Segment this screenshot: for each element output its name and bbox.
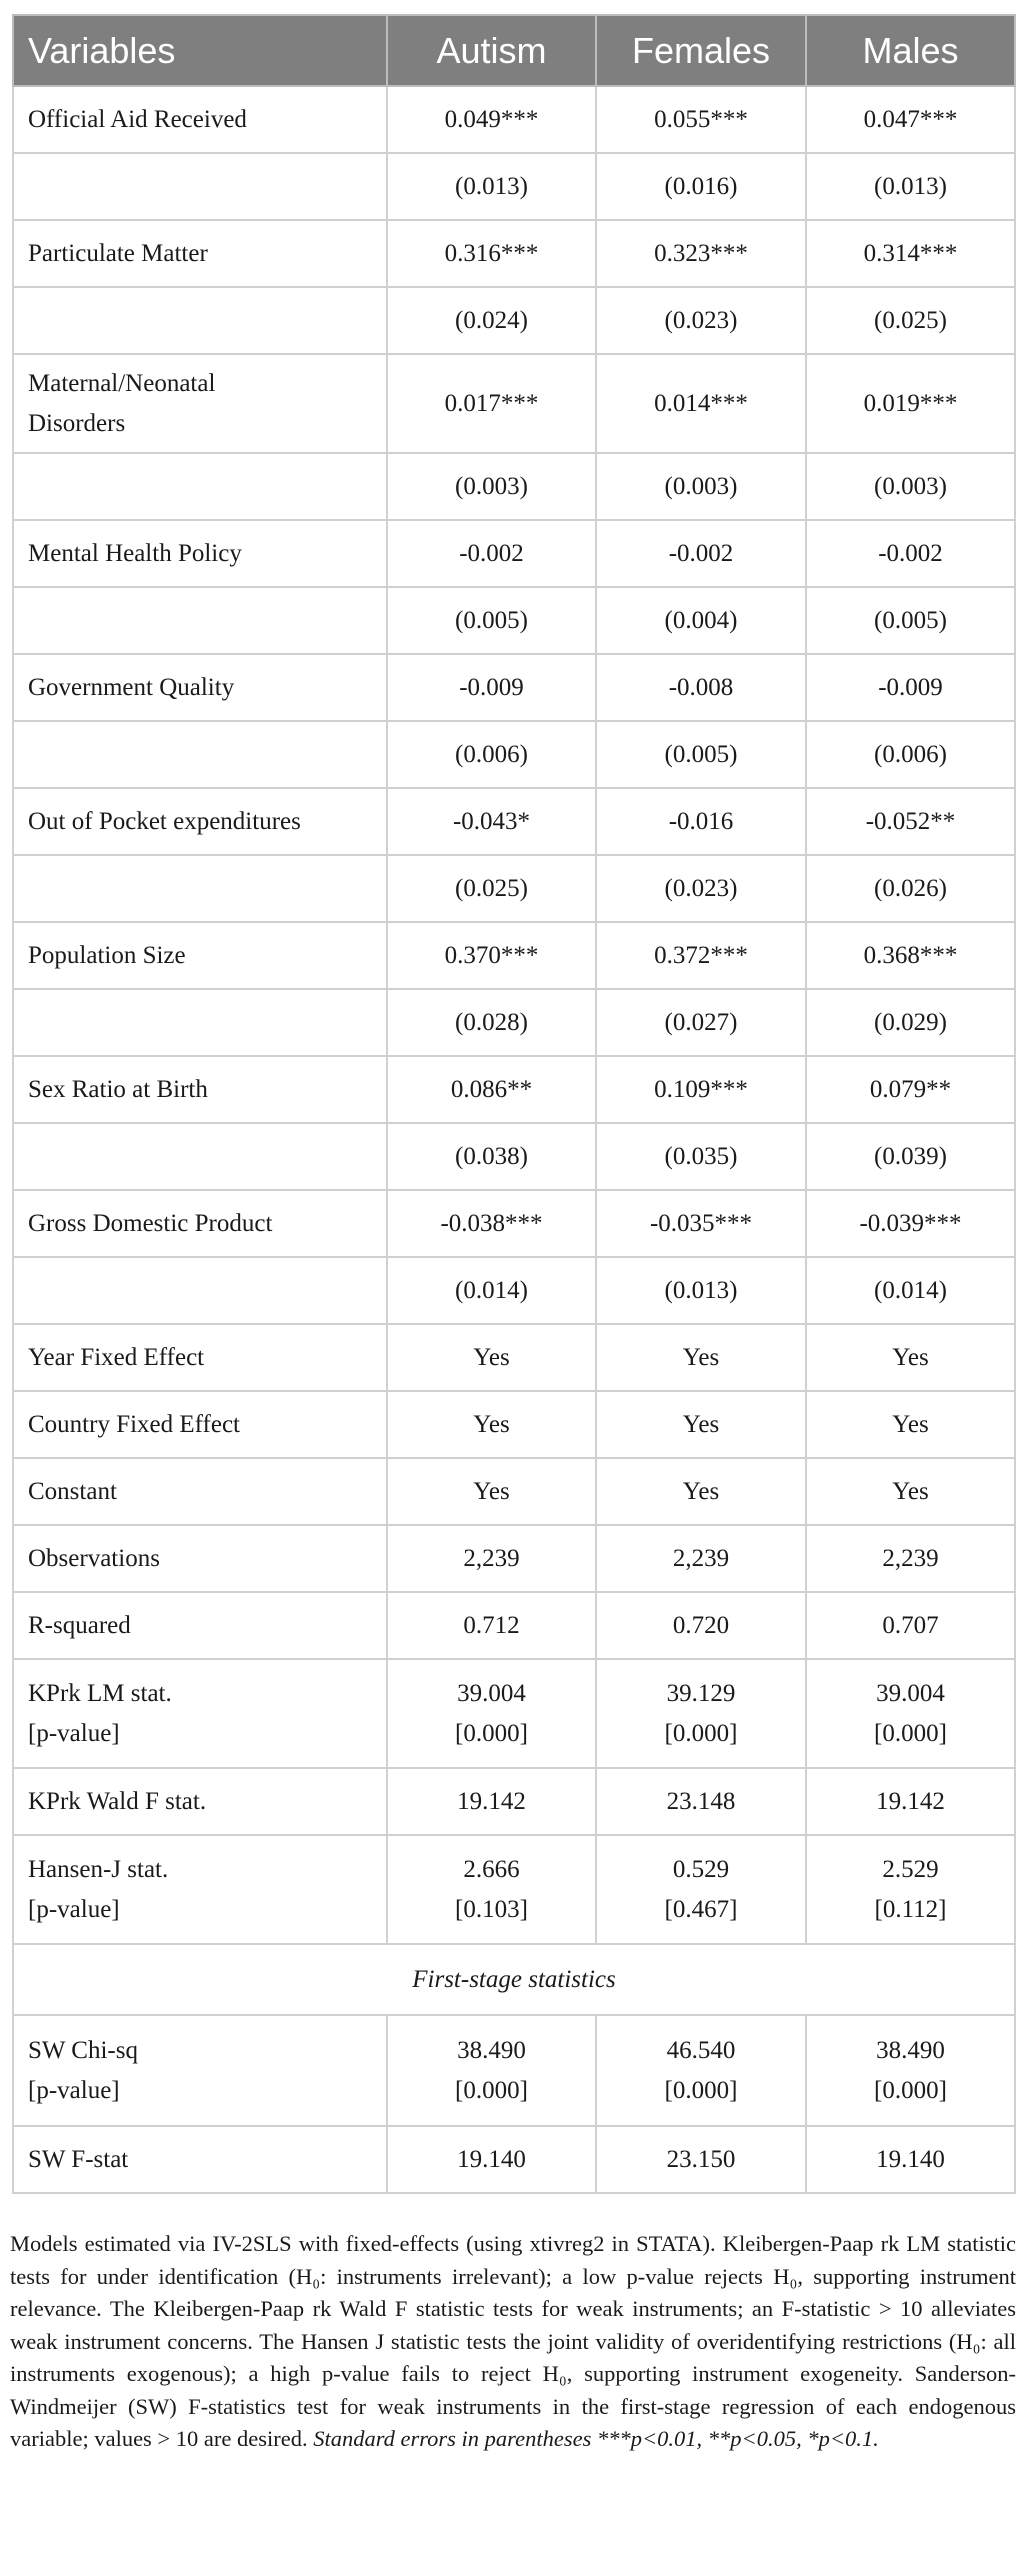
cell-males [806, 2015, 1015, 2126]
table-row [13, 989, 1015, 1056]
cell-value: 39.004 [876, 1679, 945, 1707]
cell-males: (0.005) [806, 587, 1015, 654]
table-row [13, 1324, 1015, 1391]
cell-autism: 19.140 [387, 2126, 596, 2193]
row-label: Country Fixed Effect [13, 1391, 387, 1458]
cell-autism: (0.025) [387, 855, 596, 922]
cell-females: 23.150 [596, 2126, 806, 2193]
cell-autism: (0.038) [387, 1123, 596, 1190]
table-row [13, 287, 1015, 354]
section-label: First-stage statistics [13, 1944, 1015, 2015]
row-label: KPrk Wald F stat. [13, 1768, 387, 1835]
cell-males: 0.019*** [806, 354, 1015, 453]
cell-autism: (0.006) [387, 721, 596, 788]
cell-value: 2.529 [882, 1855, 939, 1883]
cell-autism: (0.024) [387, 287, 596, 354]
table-header [13, 15, 1015, 86]
table-row [13, 1391, 1015, 1458]
cell-males: 19.140 [806, 2126, 1015, 2193]
cell-females: 0.372*** [596, 922, 806, 989]
cell-subvalue: [0.000] [455, 2076, 528, 2104]
cell-males: 0.707 [806, 1592, 1015, 1659]
cell-autism: (0.014) [387, 1257, 596, 1324]
cell-females: 0.055*** [596, 86, 806, 153]
cell-autism: Yes [387, 1391, 596, 1458]
cell-males: (0.026) [806, 855, 1015, 922]
cell-autism: (0.003) [387, 453, 596, 520]
table-row [13, 1659, 1015, 1768]
table-row [13, 855, 1015, 922]
cell-females: (0.013) [596, 1257, 806, 1324]
table-row [13, 1592, 1015, 1659]
cell-males: Yes [806, 1391, 1015, 1458]
cell-subvalue: [0.103] [455, 1895, 528, 1923]
cell-females: Yes [596, 1324, 806, 1391]
cell-autism [387, 1835, 596, 1944]
header-females: Females [596, 15, 806, 86]
cell-females: 0.323*** [596, 220, 806, 287]
table-row [13, 922, 1015, 989]
cell-males: (0.003) [806, 453, 1015, 520]
cell-autism [387, 1659, 596, 1768]
row-sublabel: [p-value] [28, 1719, 120, 1747]
cell-autism: 2,239 [387, 1525, 596, 1592]
row-label: KPrk LM stat. [28, 1679, 172, 1707]
row-label [13, 587, 387, 654]
cell-females: (0.016) [596, 153, 806, 220]
cell-value: 38.490 [876, 2036, 945, 2064]
regression-table [12, 14, 1016, 2194]
cell-females: (0.035) [596, 1123, 806, 1190]
cell-autism: -0.038*** [387, 1190, 596, 1257]
cell-females: 0.109*** [596, 1056, 806, 1123]
footnote-text: Models estimated via IV-2SLS with fixed-effects (using xtivreg2 in STATA). Kleibergen-Paap rk LM statistic tests for under identification (H₀: instruments irrelevant); a low p-value rejects H₀, supporting instrument relevance. The Kleibergen-Paap rk Wald F statistic tests for weak instruments; an F-statistic > 10 alleviates weak instrument concerns. The Hansen J statistic tests the joint validity of overidentifying restrictions (H₀: all instruments exogenous); a high p-value fails to reject H₀, supporting instrument exogeneity. Sanderson-Windmeijer (SW) F-statistics test for weak instruments in the first-stage regression of each endogenous variable; values > 10 are desired. [10, 2231, 1016, 2451]
table-body [13, 86, 1015, 2193]
cell-males: (0.029) [806, 989, 1015, 1056]
row-label: Hansen-J stat. [28, 1855, 169, 1883]
cell-males: 0.079** [806, 1056, 1015, 1123]
table-row [13, 1525, 1015, 1592]
cell-females: 23.148 [596, 1768, 806, 1835]
cell-males: -0.009 [806, 654, 1015, 721]
cell-autism: 0.049*** [387, 86, 596, 153]
cell-females: -0.008 [596, 654, 806, 721]
cell-autism: (0.005) [387, 587, 596, 654]
cell-males: (0.014) [806, 1257, 1015, 1324]
table-row [13, 2015, 1015, 2126]
cell-value: 38.490 [457, 2036, 526, 2064]
cell-males: (0.013) [806, 153, 1015, 220]
cell-females [596, 1835, 806, 1944]
cell-males [806, 1835, 1015, 1944]
row-label: Gross Domestic Product [13, 1190, 387, 1257]
cell-females: -0.035*** [596, 1190, 806, 1257]
cell-subvalue: [0.000] [874, 2076, 947, 2104]
row-label: Sex Ratio at Birth [13, 1056, 387, 1123]
table-row [13, 1257, 1015, 1324]
row-label [13, 1257, 387, 1324]
cell-females: (0.005) [596, 721, 806, 788]
cell-autism: 0.370*** [387, 922, 596, 989]
section-row [13, 1944, 1015, 2015]
cell-females: (0.023) [596, 287, 806, 354]
row-label [13, 453, 387, 520]
cell-males: (0.025) [806, 287, 1015, 354]
row-label [13, 721, 387, 788]
cell-females: -0.016 [596, 788, 806, 855]
cell-males: (0.039) [806, 1123, 1015, 1190]
cell-females: 2,239 [596, 1525, 806, 1592]
row-label [13, 989, 387, 1056]
table-row [13, 1123, 1015, 1190]
table-row [13, 788, 1015, 855]
row-label-block [13, 2015, 387, 2126]
cell-males: 0.314*** [806, 220, 1015, 287]
cell-autism: Yes [387, 1458, 596, 1525]
cell-value: 39.004 [457, 1679, 526, 1707]
row-label-block [13, 1659, 387, 1768]
cell-autism: -0.009 [387, 654, 596, 721]
row-label: Mental Health Policy [13, 520, 387, 587]
table-row [13, 86, 1015, 153]
cell-females: (0.027) [596, 989, 806, 1056]
cell-females: Yes [596, 1458, 806, 1525]
cell-autism: -0.043* [387, 788, 596, 855]
table-row [13, 721, 1015, 788]
row-label: Government Quality [13, 654, 387, 721]
cell-subvalue: [0.467] [664, 1895, 738, 1923]
row-sublabel: [p-value] [28, 2076, 120, 2104]
cell-autism: (0.013) [387, 153, 596, 220]
cell-autism: (0.028) [387, 989, 596, 1056]
cell-females: (0.004) [596, 587, 806, 654]
header-variables: Variables [13, 15, 387, 86]
row-label: Out of Pocket expenditures [13, 788, 387, 855]
cell-males: 19.142 [806, 1768, 1015, 1835]
cell-subvalue: [0.000] [874, 1719, 947, 1747]
cell-subvalue: [0.112] [874, 1895, 947, 1923]
table-footnote [10, 2228, 1016, 2456]
table-row [13, 354, 1015, 453]
cell-autism: 0.316*** [387, 220, 596, 287]
cell-autism: 0.712 [387, 1592, 596, 1659]
cell-males: (0.006) [806, 721, 1015, 788]
row-label [13, 1123, 387, 1190]
cell-females: 0.014*** [596, 354, 806, 453]
cell-subvalue: [0.000] [664, 1719, 738, 1747]
table-row [13, 1190, 1015, 1257]
cell-autism: 0.086** [387, 1056, 596, 1123]
row-sublabel: [p-value] [28, 1895, 120, 1923]
cell-autism: Yes [387, 1324, 596, 1391]
table-row [13, 153, 1015, 220]
table-row [13, 220, 1015, 287]
cell-autism: 19.142 [387, 1768, 596, 1835]
cell-value: 39.129 [666, 1679, 736, 1707]
row-label: SW Chi-sq [28, 2036, 138, 2064]
cell-females: (0.023) [596, 855, 806, 922]
cell-females: 0.720 [596, 1592, 806, 1659]
regression-table-container [12, 14, 1014, 2194]
cell-males: 0.368*** [806, 922, 1015, 989]
cell-value: 46.540 [666, 2036, 736, 2064]
cell-males [806, 1659, 1015, 1768]
cell-males: -0.002 [806, 520, 1015, 587]
row-label [13, 153, 387, 220]
cell-autism: -0.002 [387, 520, 596, 587]
cell-females: Yes [596, 1391, 806, 1458]
row-label [13, 855, 387, 922]
row-label: Population Size [13, 922, 387, 989]
cell-males: 0.047*** [806, 86, 1015, 153]
table-row [13, 654, 1015, 721]
table-row [13, 1835, 1015, 1944]
cell-autism: 0.017*** [387, 354, 596, 453]
row-label [13, 287, 387, 354]
table-row [13, 1458, 1015, 1525]
table-row [13, 1768, 1015, 1835]
row-label: Official Aid Received [13, 86, 387, 153]
cell-males: Yes [806, 1458, 1015, 1525]
cell-value: 2.666 [463, 1855, 520, 1883]
cell-females [596, 2015, 806, 2126]
table-row [13, 453, 1015, 520]
cell-males: 2,239 [806, 1525, 1015, 1592]
header-males: Males [806, 15, 1015, 86]
cell-autism [387, 2015, 596, 2126]
table-row [13, 2126, 1015, 2193]
cell-females [596, 1659, 806, 1768]
table-row [13, 1056, 1015, 1123]
row-label: R-squared [13, 1592, 387, 1659]
cell-males: -0.052** [806, 788, 1015, 855]
cell-males: -0.039*** [806, 1190, 1015, 1257]
row-label: Particulate Matter [13, 220, 387, 287]
row-label-block [13, 1835, 387, 1944]
cell-females: -0.002 [596, 520, 806, 587]
cell-value: 0.529 [672, 1855, 730, 1883]
cell-females: (0.003) [596, 453, 806, 520]
table-row [13, 587, 1015, 654]
row-label: Observations [13, 1525, 387, 1592]
table-row [13, 520, 1015, 587]
header-autism: Autism [387, 15, 596, 86]
cell-subvalue: [0.000] [664, 2076, 738, 2104]
row-label: Maternal/Neonatal Disorders [13, 354, 387, 453]
row-label: Year Fixed Effect [13, 1324, 387, 1391]
cell-males: Yes [806, 1324, 1015, 1391]
cell-subvalue: [0.000] [455, 1719, 528, 1747]
footnote-significance: Standard errors in parentheses ***p<0.01, **p<0.05, *p<0.1. [313, 2426, 879, 2451]
row-label: Constant [13, 1458, 387, 1525]
row-label: SW F-stat [13, 2126, 387, 2193]
